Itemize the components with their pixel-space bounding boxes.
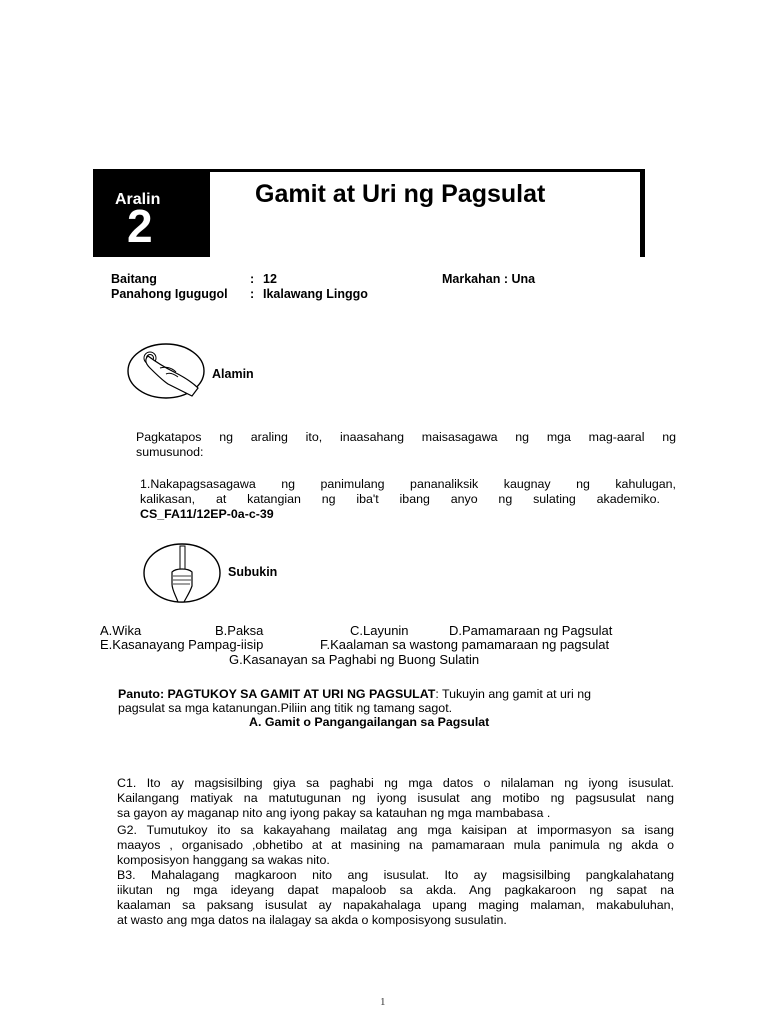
competency-code: CS_FA11/12EP-0a-c-39 [140,507,274,521]
page-number: 1 [380,996,386,1008]
alamin-label: Alamin [212,367,254,381]
markahan: Markahan : Una [442,272,536,286]
objective-line2 [140,492,660,507]
item-2-line-3: komposisyon hanggang sa wakas nito. [117,853,330,867]
lesson-title: Gamit at Uri ng Pagsulat [255,180,546,208]
alamin-intro-line1 [136,430,676,445]
panuto-text1: : Tukuyin ang gamit at uri ng [435,687,591,701]
panahon-label: Panahong Igugugol [111,287,228,301]
item-3-line-3: kaalaman sa paksang isusulat ay napakahalaga upang maging malaman, makabuluhan, [117,898,674,912]
item-3-line-4: at wasto ang mga datos na ilalagay sa akda o komposisyong susulatin. [117,913,507,927]
subukin-label: Subukin [228,565,278,579]
alamin-intro-line2: sumusunod: [136,445,204,459]
item-1 [117,776,674,821]
choice-g: G.Kasanayan sa Paghabi ng Buong Sulatin [229,652,480,667]
panuto-label: Panuto: PAGTUKOY SA GAMIT AT URI NG PAGSULAT [118,687,436,701]
section-heading: A. Gamit o Pangangailangan sa Pagsulat [249,715,490,729]
choice-e: E.Kasanayang Pampag-iisip [100,637,264,652]
choice-b: B.Paksa [215,623,264,638]
alamin-intro-text1: Pagkatapos ng araling ito, inaasahang maisasagawa ng mga mag-aaral ng [136,430,676,444]
item-3 [117,868,674,928]
item-3-line-2: iikutan ng mga ideyang dapat mapaloob sa akda. Ang pagkakaroon ng sapat na [117,883,674,897]
baitang-value: 12 [263,272,277,286]
panuto-line1 [118,687,591,702]
panahon-separator: : [250,287,255,301]
item-2-line-1: G2. Tumutukoy ito sa kakayahang mailatag ang mga kaisipan at impormasyon sa isang [117,823,674,837]
writing-hand-icon [142,542,222,604]
aralin-number: 2 [127,200,153,252]
lesson-number-box [93,169,210,257]
objective-text2: kalikasan, at katangian ng iba't ibang anyo ng sulating akademiko. [140,492,660,506]
item-2 [117,823,674,868]
item-1-line-2: Kailangang matiyak na matutugunan ng iyong isusulat ang motibo ng pagsusulat nang [117,791,674,805]
item-1-line-3: sa gayon ay maganap nito ang iyong pakay sa katauhan ng mga mambabasa . [117,806,551,820]
baitang-separator: : [250,272,255,286]
choice-f: F.Kaalaman sa wastong pamamaraan ng pagsulat [320,637,610,652]
pointing-hand-icon [126,342,206,400]
choice-d: D.Pamamaraan ng Pagsulat [449,623,613,638]
objective-text1: 1.Nakapagsasagawa ng panimulang pananaliksik kaugnay ng kahulugan, [140,477,676,491]
item-1-line-1: C1. Ito ay magsisilbing giya sa paghabi ng mga datos o nilalaman ng iyong isusulat. [117,776,674,790]
panahon-value: Ikalawang Linggo [263,287,368,301]
choice-c: C.Layunin [350,623,409,638]
objective-line1 [140,477,676,492]
item-3-line-1: B3. Mahalagang magkaroon nito ang isusulat. Ito ay magsisilbing pangkalahatang [117,868,674,882]
panuto-line2: pagsulat sa mga katanungan.Piliin ang titik ng tamang sagot. [118,701,453,715]
baitang-label: Baitang [111,272,157,286]
item-2-line-2: maayos , organisado ,obhetibo at at masining na pamamaraan mula panimula ng akda o [117,838,674,852]
aralin-label: Aralin [115,191,161,208]
choice-a: A.Wika [100,623,142,638]
